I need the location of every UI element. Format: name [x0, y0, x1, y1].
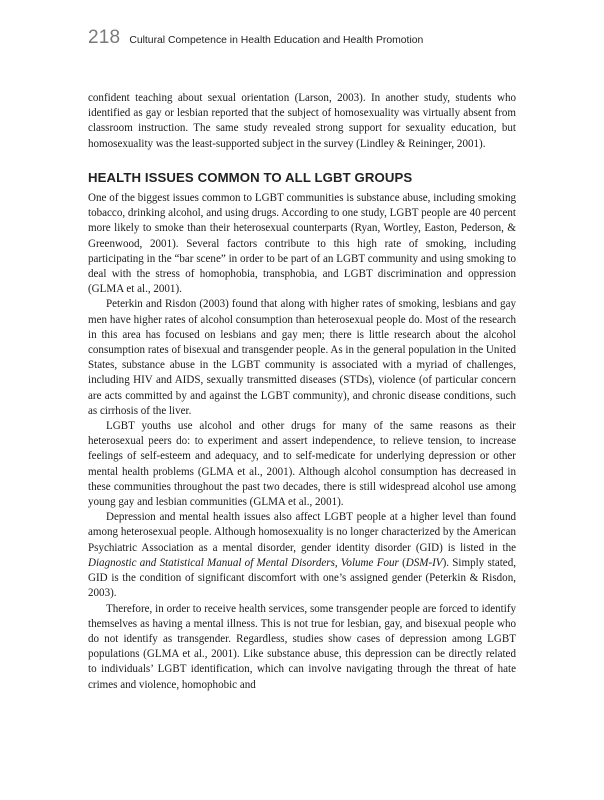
depression-text-end: ). Simply stated, GID is the condition of significant discomfort with one’s assigned gender (Peterkin & Risdon, 2003). — [88, 556, 516, 600]
section-heading: HEALTH ISSUES COMMON TO ALL LGBT GROUPS — [88, 169, 413, 185]
paragraph-depression — [88, 510, 516, 601]
paragraph-health-services: Therefore, in order to receive health services, some transgender people are forced to identify themselves as having a mental illness. This is not true for lesbian, gay, and bisexual people who do not identify as transgender. Regardless, studies show cases of depression among LGBT populations (GLMA et al., 2001). Like substance abuse, this depression can be directly related to individuals’ LGBT identification, which can involve navigating through the threat of hate crimes and violence, homophobic and — [88, 602, 516, 691]
dsm-abbreviation: DSM-IV — [405, 556, 443, 569]
paragraph-alcohol-consumption: Peterkin and Risdon (2003) found that along with higher rates of smoking, lesbians and gay men have higher rates of alcohol consumption than heterosexual people do. Most of the research in this area has focused on lesbians and gay men; there is little research about the alcohol consumption rates of bisexual and transgender people. As in the general population in the United States, substance abuse in the LGBT community is associated with a myriad of challenges, including HIV and AIDS, sexually transmitted diseases (STDs), violence (of particular concern are acts committed by and against the LGBT community), and chronic disease conditions, such as cirrhosis of the liver. — [88, 298, 516, 417]
page-body — [88, 91, 516, 693]
dsm-title: Diagnostic and Statistical Manual of Mental Disorders, Volume Four — [88, 556, 399, 569]
depression-text-start: Depression and mental health issues also affect LGBT people at a higher level than found among heterosexual people. Although homosexuality is no longer characterized by the American Psychiatric Association as a mental disorder, gender identity disorder (GID) is listed in the — [88, 511, 516, 554]
intro-paragraph: confident teaching about sexual orientation (Larson, 2003). In another study, students who identified as gay or lesbian reported that the subject of homosexuality was virtually absent from classroom instruction. The same study revealed strong support for sexuality education, but homosexuality was the least-supported subject in the survey (Lindley & Reininger, 2001). — [88, 92, 516, 150]
depression-text-mid: ( — [398, 556, 406, 569]
paragraph-substance-abuse: One of the biggest issues common to LGBT communities is substance abuse, including smoking tobacco, drinking alcohol, and using drugs. According to one study, LGBT people are 40 percent more likely to smoke than their heterosexual counterparts (Ryan, Wortley, Easton, Pederson, & Greenwood, 2001). Several factors contribute to this high rate of smoking, including participating in the “bar scene” in order to be part of an LGBT community and using smoking to deal with the stress of homophobia, transphobia, and LGBT discrimination and oppression (GLMA et al., 2001). — [88, 192, 516, 296]
paragraph-lgbt-youths: LGBT youths use alcohol and other drugs for many of the same reasons as their heterosexual peers do: to experiment and assert independence, to relieve tension, to increase feelings of self-esteem and adequacy, and to self-medicate for underlying depression or other mental health problems (GLMA et al., 2001). Although alcohol consumption has decreased in these communities throughout the past two decades, there is still widespread alcohol use among young gay and lesbian communities (GLMA et al., 2001). — [88, 420, 516, 509]
running-title: Cultural Competence in Health Education and Health Promotion — [129, 35, 424, 46]
page-header — [88, 27, 528, 49]
page-number: 218 — [88, 27, 121, 48]
